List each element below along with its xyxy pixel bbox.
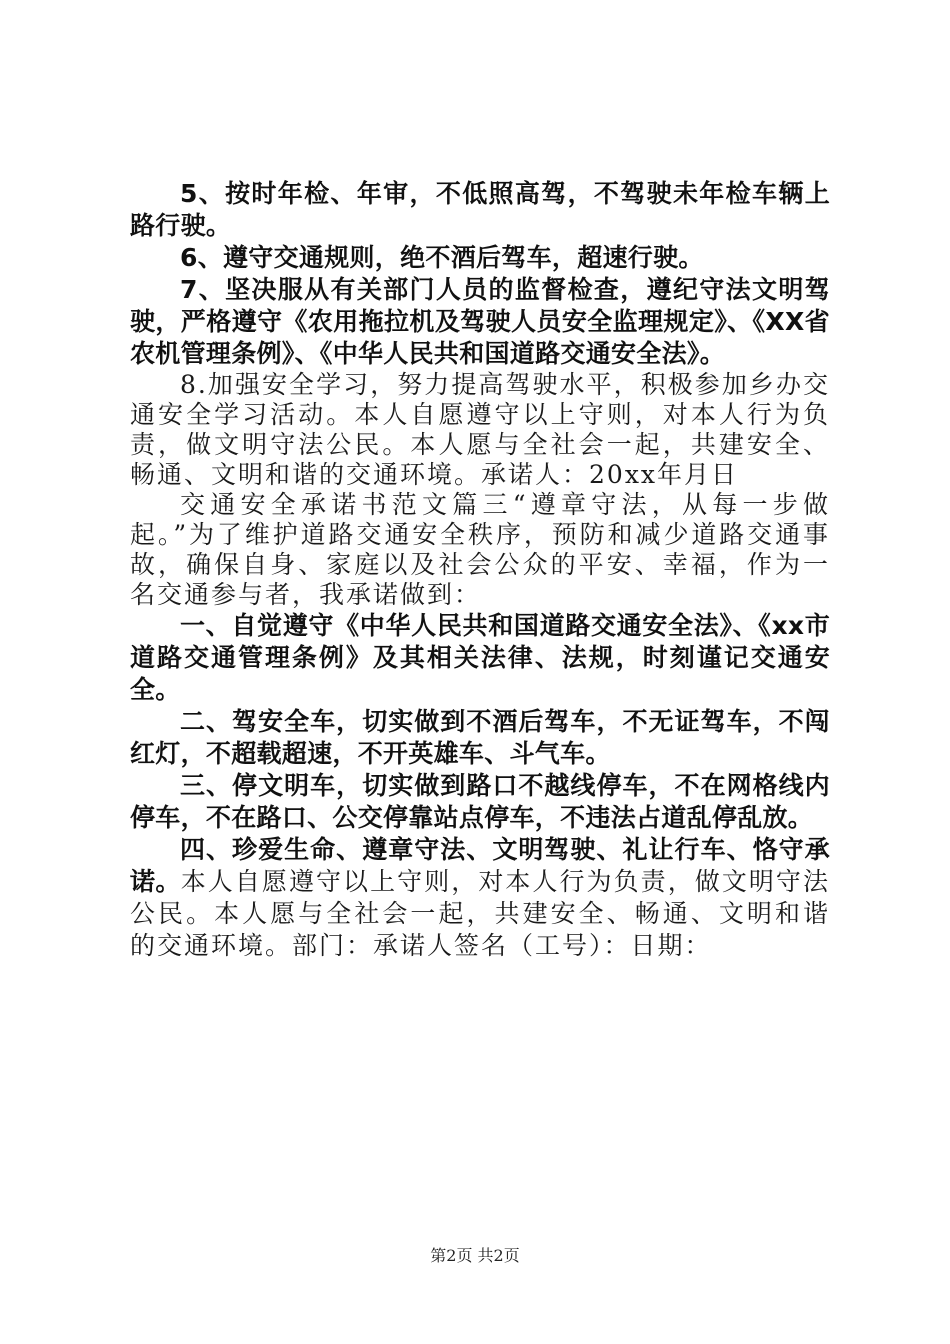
paragraph-item-6: 6、遵守交通规则，绝不酒后驾车，超速行驶。: [180, 243, 704, 272]
paragraph-pledge-two: 二、驾安全车，切实做到不酒后驾车，不无证驾车，不闯红灯，不超载超速，不开英雄车、斗气车。: [130, 707, 830, 768]
paragraph-pledge-four: [130, 834, 830, 962]
pledge-four-heading: 四、珍爱生命、遵章守法、文明驾驶、礼让行车、恪守承诺。: [130, 835, 830, 896]
paragraph-section-three-intro: 交通安全承诺书范文篇三“遵章守法，从每一步做起。”为了维护道路交通安全秩序，预防和减少道路交通事故，确保自身、家庭以及社会公众的平安、幸福，作为一名交通参与者，我承诺做到：: [130, 490, 830, 609]
page-number-footer: 第2页 共2页: [430, 1246, 520, 1265]
paragraph-item-7: 7、坚决服从有关部门人员的监督检查，遵纪守法文明驾驶，严格遵守《农用拖拉机及驾驶人员安全监理规定》、《XX省农机管理条例》、《中华人民共和国道路交通安全法》。: [130, 275, 830, 368]
paragraph-pledge-three: 三、停文明车，切实做到路口不越线停车，不在网格线内停车，不在路口、公交停靠站点停车，不违法占道乱停乱放。: [130, 771, 830, 832]
document-body: [130, 178, 830, 962]
paragraph-item-8: 8.加强安全学习，努力提高驾驶水平，积极参加乡办交通安全学习活动。本人自愿遵守以上守则，对本人行为负责，做文明守法公民。本人愿与全社会一起，共建安全、畅通、文明和谐的交通环境。承诺人：20xx年月日: [130, 370, 830, 489]
paragraph-pledge-one: 一、自觉遵守《中华人民共和国道路交通安全法》、《xx市道路交通管理条例》及其相关法律、法规，时刻谨记交通安全。: [130, 611, 830, 704]
pledge-four-body: 本人自愿遵守以上守则，对本人行为负责，做文明守法公民。本人愿与全社会一起，共建安全、畅通、文明和谐的交通环境。部门：承诺人签名（工号）：日期：: [130, 867, 830, 960]
paragraph-item-5: 5、按时年检、年审，不低照高驾，不驾驶未年检车辆上路行驶。: [130, 179, 830, 240]
